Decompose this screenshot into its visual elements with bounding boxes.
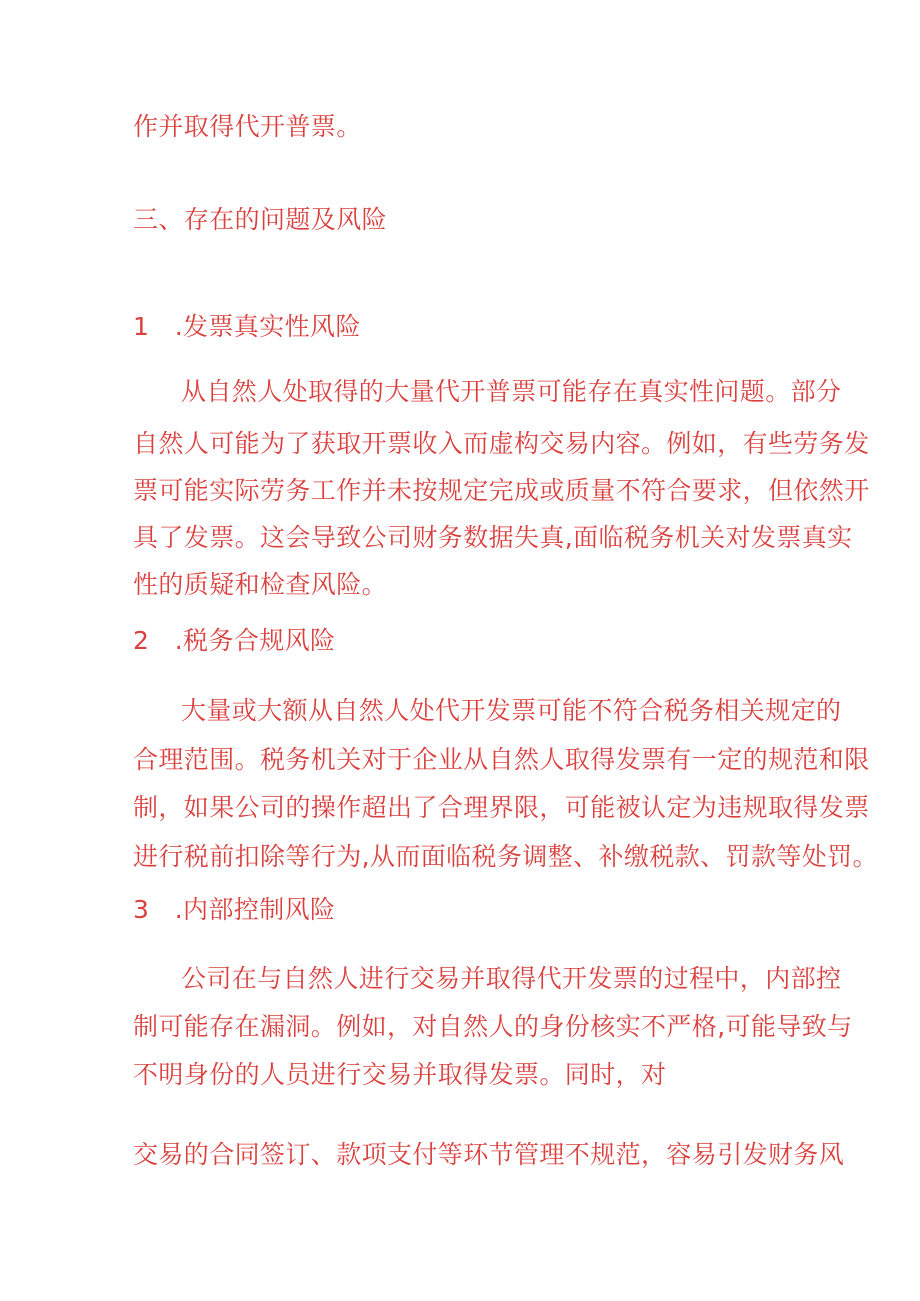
item-3-line-2: 制可能存在漏洞。例如，对自然人的身份核实不严格,可能导致与 [133,1012,853,1041]
item-1-line-4: 具了发票。这会导致公司财务数据失真,面临税务机关对发票真实 [133,523,853,552]
item-1-line-2: 自然人可能为了获取开票收入而虚构交易内容。例如，有些劳务发 [133,429,870,458]
item-1-line-1: 从自然人处取得的大量代开普票可能存在真实性问题。部分 [181,377,842,406]
item-2-line-3: 制，如果公司的操作超出了合理界限，可能被认定为违规取得发票 [133,793,870,822]
carry-over-text: 作并取得代开普票。 [133,112,362,141]
section-heading: 三、存在的问题及风险 [133,205,388,234]
item-1-line-5: 性的质疑和检查风险。 [133,570,388,599]
item-heading-3: 3 .内部控制风险 [133,895,336,924]
item-3-line-1: 公司在与自然人进行交易并取得代开发票的过程中，内部控 [181,964,842,993]
item-heading-2: 2 .税务合规风险 [133,626,336,655]
item-1-line-3: 票可能实际劳务工作并未按规定完成或质量不符合要求，但依然开 [133,476,870,505]
item-2-line-2: 合理范围。税务机关对于企业从自然人取得发票有一定的规范和限 [133,745,870,774]
item-2-line-1: 大量或大额从自然人处代开发票可能不符合税务相关规定的 [181,696,842,725]
item-2-line-4: 进行税前扣除等行为,从而面临税务调整、补缴税款、罚款等处罚。 [133,842,878,871]
item-heading-1: 1 .发票真实性风险 [133,312,361,341]
item-3-line-3: 不明身份的人员进行交易并取得发票。同时，对 [133,1060,667,1089]
trailing-line: 交易的合同签订、款项支付等环节管理不规范，容易引发财务风 [133,1140,845,1169]
